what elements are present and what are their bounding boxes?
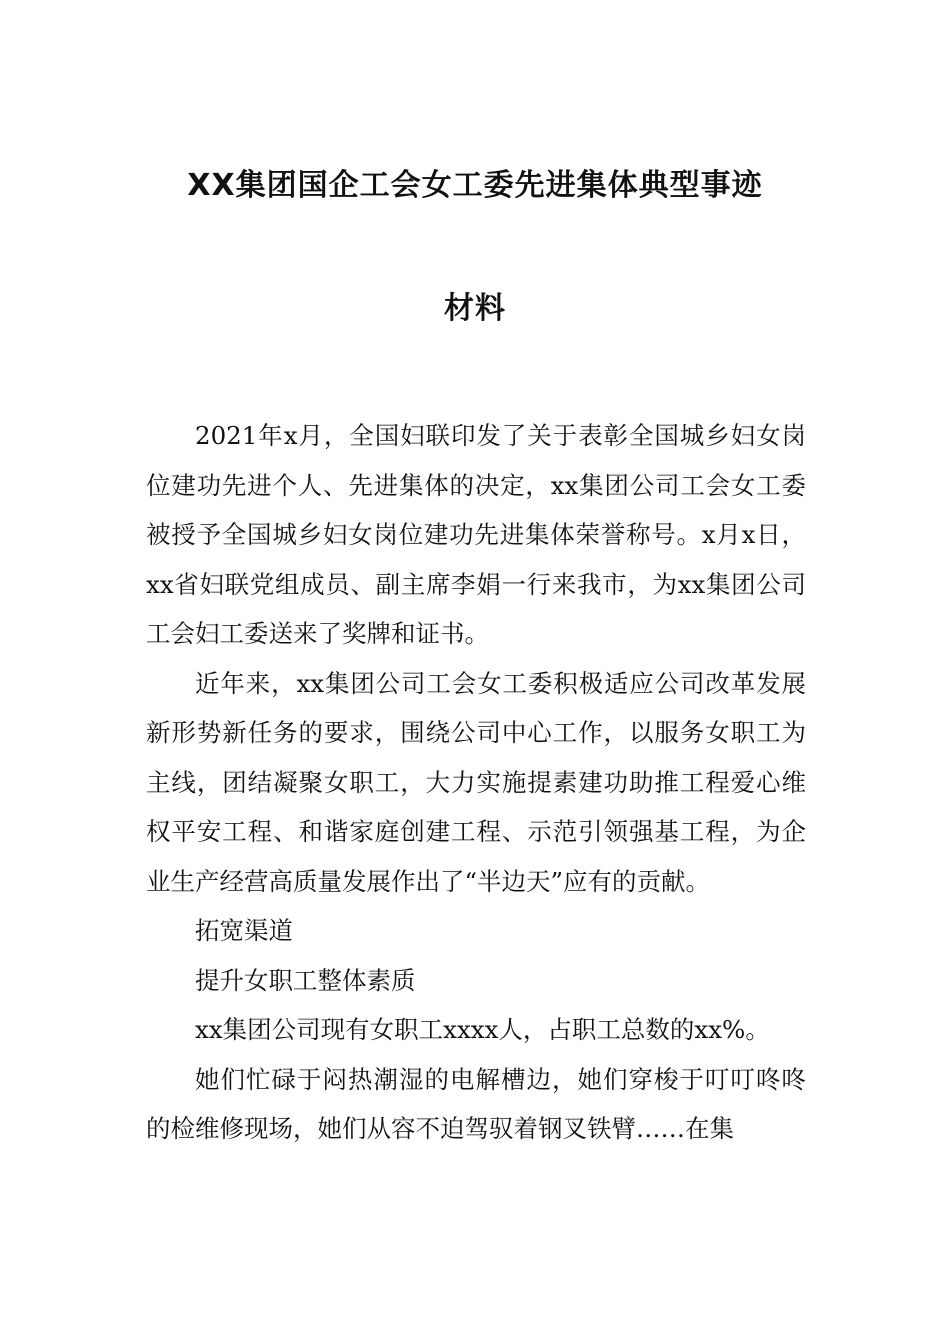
document-title-line-1: XX集团国企工会女工委先进集体典型事迹 (187, 168, 763, 203)
paragraph-female-staff-count: xx集团公司现有女职工xxxx人，占职工总数的xx%。 (195, 1015, 770, 1044)
document-body (146, 411, 806, 1154)
paragraph-recent-work: 近年来，xx集团公司工会女工委积极适应公司改革发展新形势新任务的要求，围绕公司中心工作，以服务女职工为主线，团结凝聚女职工，大力实施提素建功助推工程爱心维权平安工程、和谐家庭创建工程、示范引领强基工程，为企业生产经营高质量发展作出了“半边天”应有的贡献。 (146, 668, 806, 896)
document-title-line-2: 材料 (444, 291, 506, 326)
section-subheading-improve-quality: 提升女职工整体素质 (195, 965, 416, 995)
section-heading-broaden-channels: 拓宽渠道 (195, 916, 293, 945)
paragraph-female-staff-description: 她们忙碌于闷热潮湿的电解槽边，她们穿梭于叮叮咚咚的检维修现场，她们从容不迫驾驭着钢叉铁臂……在集 (146, 1064, 806, 1143)
paragraph-award-announcement: 2021年x月，全国妇联印发了关于表彰全国城乡妇女岗位建功先进个人、先进集体的决定，xx集团公司工会女工委被授予全国城乡妇女岗位建功先进集体荣誉称号。x月x日，xx省妇联党组成员、副主席李娟一行来我市，为xx集团公司工会妇工委送来了奖牌和证书。 (146, 421, 806, 648)
